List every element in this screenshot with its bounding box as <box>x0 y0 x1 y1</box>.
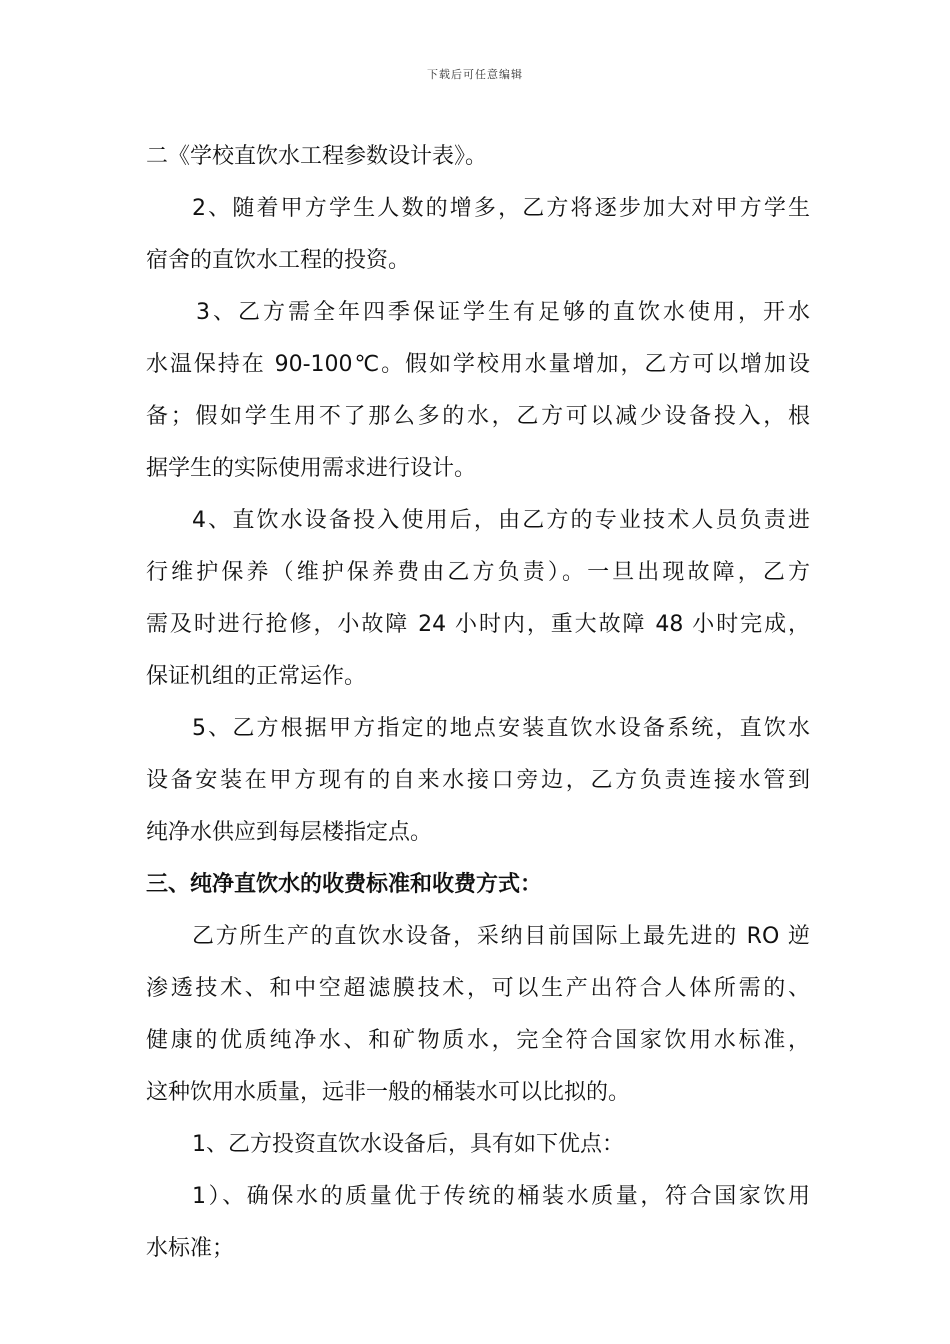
paragraph-line: 二《学校直饮水工程参数设计表》。 <box>146 144 488 169</box>
section-heading: 三、纯净直饮水的收费标准和收费方式： <box>146 872 543 897</box>
paragraph-line: 据学生的实际使用需求进行设计。 <box>146 456 477 481</box>
paragraph-line: 水温保持在 90-100℃。假如学校用水量增加，乙方可以增加设 <box>146 352 810 377</box>
paragraph-line: 行维护保养（维护保养费由乙方负责）。一旦出现故障，乙方 <box>146 560 810 585</box>
paragraph-line: 3、乙方需全年四季保证学生有足够的直饮水使用，开水 <box>196 300 810 325</box>
paragraph-line: 1、乙方投资直饮水设备后，具有如下优点： <box>192 1132 624 1157</box>
document-body <box>146 131 810 1275</box>
paragraph-line: 需及时进行抢修，小故障 24 小时内，重大故障 48 小时完成， <box>146 612 810 637</box>
paragraph-line: 这种饮用水质量，远非一般的桶装水可以比拟的。 <box>146 1080 631 1105</box>
paragraph-line: 渗透技术、和中空超滤膜技术，可以生产出符合人体所需的、 <box>146 976 810 1001</box>
page-header: 下载后可任意编辑 <box>427 68 523 81</box>
paragraph-line: 宿舍的直饮水工程的投资。 <box>146 248 411 273</box>
paragraph-line: 保证机组的正常运作。 <box>146 664 367 689</box>
paragraph-line: 备；假如学生用不了那么多的水，乙方可以减少设备投入，根 <box>146 404 810 429</box>
paragraph-line: 纯净水供应到每层楼指定点。 <box>146 820 433 845</box>
paragraph-line: 设备安装在甲方现有的自来水接口旁边，乙方负责连接水管到 <box>146 768 810 793</box>
paragraph-line: 5、乙方根据甲方指定的地点安装直饮水设备系统，直饮水 <box>192 716 810 741</box>
paragraph-line: 1）、确保水的质量优于传统的桶装水质量，符合国家饮用 <box>192 1184 810 1209</box>
paragraph-line: 2、随着甲方学生人数的增多，乙方将逐步加大对甲方学生 <box>192 196 810 221</box>
paragraph-line: 乙方所生产的直饮水设备，采纳目前国际上最先进的 RO 逆 <box>192 924 810 949</box>
paragraph-line: 健康的优质纯净水、和矿物质水，完全符合国家饮用水标准， <box>146 1028 810 1053</box>
paragraph-line: 4、直饮水设备投入使用后，由乙方的专业技术人员负责进 <box>192 508 810 533</box>
paragraph-line: 水标准； <box>146 1236 235 1261</box>
